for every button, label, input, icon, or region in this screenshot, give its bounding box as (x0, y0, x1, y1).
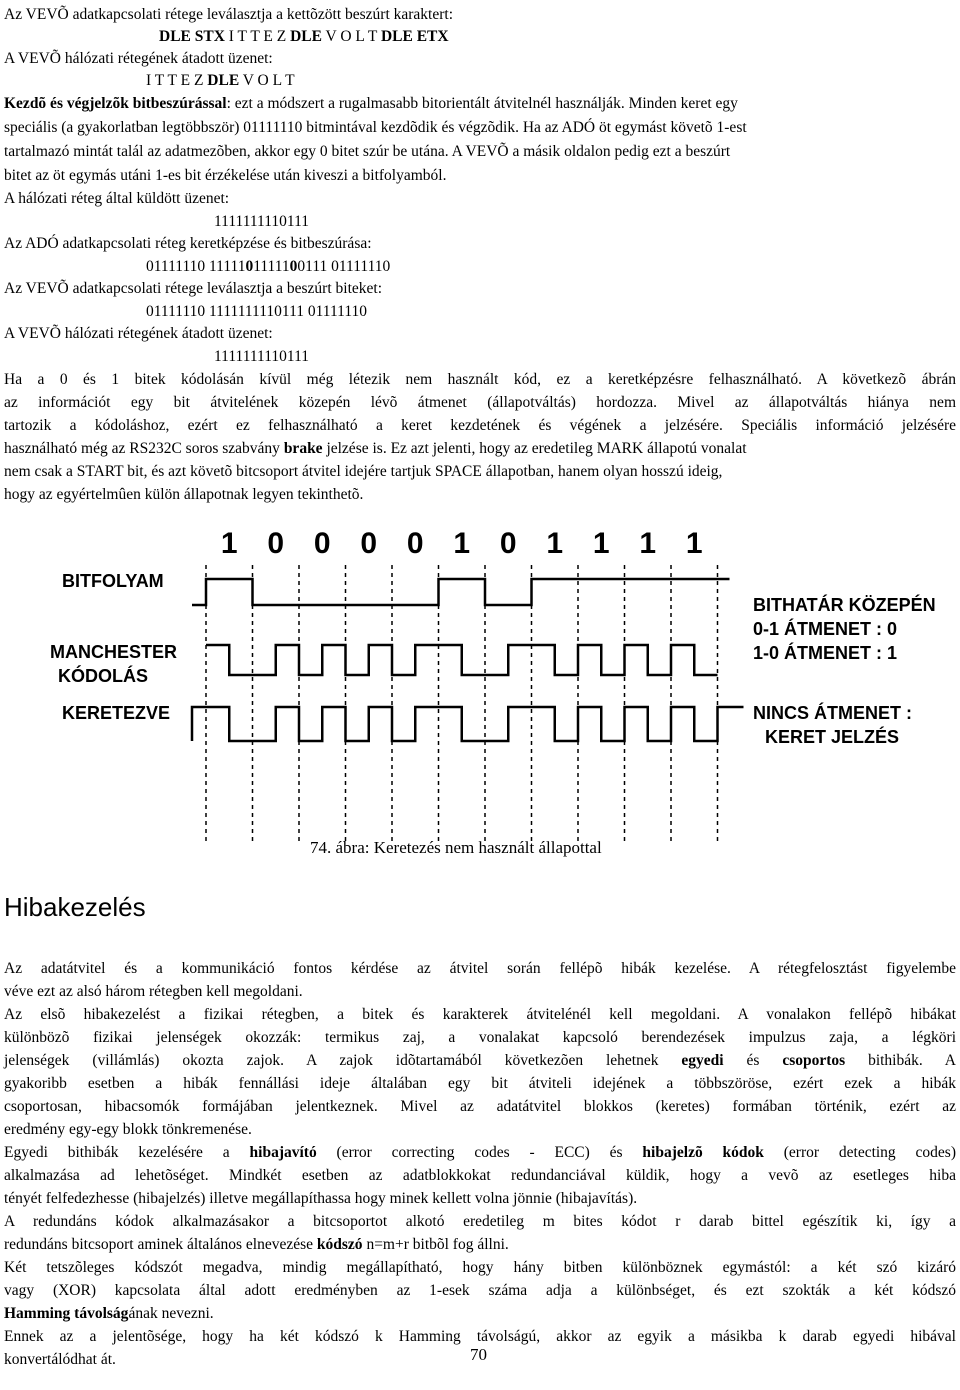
legend-line-1: BITHATÁR KÖZEPÉN (753, 595, 936, 615)
text-line: alkalmazása ad lehetõséget. Mindkét esetben az adatblokkokat redundanciával küldik, hogy a vevõ az esetleges hiba (4, 1167, 956, 1184)
text-line (4, 1050, 956, 1072)
bold-term: brake (283, 440, 323, 457)
text-fragment: n=m+r bitbõl fog állni. (362, 1236, 509, 1253)
text-fragment: redundáns bitcsoport aminek általános elnevezése (4, 1236, 317, 1253)
text-line: tartalmazó mintát talál az adatmezõben, akkor egy 0 bitet szúr be utána. A VEVÕ a másik oldalon pedig ezt a beszúrt (4, 143, 731, 160)
text-line: A redundáns kódok alkalmazásakor a bitcsoportot alkotó eredetileg m bites kódot r darab bittel egészítik ki, így a (4, 1213, 956, 1230)
text-fragment: DLE (207, 72, 240, 89)
text-line: csoportosan, hibacsomók formájában jelentkeznek. Mivel az adatátvitel blokkos (keretes) formában történik, ezért az (4, 1098, 956, 1115)
text-line: hogy az egyértelmûen külön állapotnak legyen tekinthetõ. (4, 486, 364, 503)
manchester-wave (206, 645, 718, 675)
bold-term: egyedi (681, 1052, 724, 1069)
text-fragment: I T T E Z (224, 28, 291, 45)
bitstream-wave (192, 579, 730, 605)
text-fragment: DLE ETX (380, 28, 449, 45)
text-line (4, 1142, 956, 1164)
text-fragment: DLE (290, 28, 322, 45)
text-line: tartozik a kódoláshoz, ezért ez felhasználható a keret kezdetének és végének a jelzésére. Speciális információ jelzésére (4, 417, 956, 434)
bit-label: 1 (592, 527, 610, 560)
bits-line: 1111111110111 (214, 348, 309, 365)
manchester-figure (0, 515, 960, 855)
text-line (4, 1303, 956, 1325)
bold-term: kódszó (316, 1236, 363, 1253)
bit-label: 0 (406, 527, 424, 560)
framed-wave (192, 707, 744, 741)
text-line: A VEVÕ hálózati rétegének átadott üzenet: (4, 325, 273, 342)
text-fragment: Egyedi bithibák kezelésére a (4, 1144, 250, 1161)
text-fragment: V O L T (239, 72, 295, 89)
text-line: Az ADÓ adatkapcsolati réteg keretképzése és bitbeszúrása: (4, 235, 372, 252)
bits-line (4, 70, 960, 92)
legend-line-4: NINCS ÁTMENET : (753, 703, 912, 723)
manchester-label: MANCHESTER (50, 642, 178, 662)
text-fragment: : ezt a módszert a rugalmasabb bitorientált átvitelnél használják. Minden keret egy (226, 95, 738, 112)
bit-labels (221, 527, 703, 560)
bold-term: Hamming távolság (4, 1305, 129, 1322)
text-line (4, 93, 956, 115)
bits-line: 1111111110111 (214, 213, 309, 230)
text-fragment: használható még az RS232C soros szabvány (4, 440, 284, 457)
text-fragment: V O L T (321, 28, 381, 45)
text-fragment: (error correcting codes - ECC) és (316, 1144, 643, 1161)
section-heading: Hibakezelés (4, 892, 146, 922)
keretezve-label: KERETEZVE (62, 703, 171, 723)
bit-label: 0 (313, 527, 331, 560)
legend-line-5: KERET JELZÉS (765, 727, 900, 747)
bit-label: 1 (220, 527, 238, 560)
text-fragment: jelzése is. Ez azt jelenti, hogy az eredetileg MARK állapotú vonalat (322, 440, 747, 457)
text-line: Ennek az a jelentõsége, hogy ha két kódszó k Hamming távolságú, akkor az egyik a másikba k darab egyedi hibával (4, 1328, 956, 1345)
bold-term: csoportos (782, 1052, 846, 1069)
text-line: Az elsõ hibakezelést a fizikai rétegben, a bitek és karakterek átvitelénél kell megoldani. A vonalakon fellépõ hibákat (4, 1006, 956, 1023)
text-line: A hálózati réteg által küldött üzenet: (4, 190, 230, 207)
waveforms (192, 565, 744, 845)
text-fragment: DLE STX (159, 28, 225, 45)
text-line: gyakoribb esetben a hibák fennállási ideje általában egy bit átviteli idejének a többszöröse, ezért ezek a hibák (4, 1075, 956, 1092)
bit-label: 0 (267, 527, 285, 560)
text-line: Az VEVÕ adatkapcsolati rétege leválasztja a beszúrt biteket: (4, 280, 383, 297)
text-fragment: és (723, 1052, 783, 1069)
text-fragment: jelenségek (villámlás) okozta zajok. A zajok idõtartamából következõen lehetnek (4, 1052, 682, 1069)
kodolas-label: KÓDOLÁS (58, 666, 148, 686)
bold-term: hibajelzõ kódok (642, 1144, 764, 1161)
inserted-bit: 0 (245, 258, 254, 275)
figure-caption: 74. ábra: Keretezés nem használt állapottal (310, 838, 602, 857)
text-fragment: 0111 01111110 (297, 258, 391, 275)
text-fragment: ának nevezni. (128, 1305, 214, 1322)
text-line: Az adatátvitel és a kommunikáció fontos kérdése az átvitel során fellépõ hibák kezelése. A rétegfelosztást figyelembe (4, 960, 956, 977)
text-line: véve ezt az alsó három rétegben kell megoldani. (4, 983, 303, 1000)
text-line: nem csak a START bit, és azt követõ bitcsoport átvitel idejére tartjuk SPACE állapotban, hanem olyan hosszú ideig, (4, 463, 723, 480)
bitfolyam-label: BITFOLYAM (62, 571, 164, 591)
text-line: Az VEVÕ adatkapcsolati rétege leválasztja a kettõzött beszúrt karaktert: (4, 6, 454, 23)
bit-label: 0 (499, 527, 517, 560)
text-line: Két tetszõleges kódszót megadva, mindig megállapítható, hogy hány bitben különböznek egymástól: a két szó kizáró (4, 1259, 956, 1276)
text-line: eredmény egy-egy blokk tönkremenése. (4, 1121, 252, 1138)
text-line: bitet az öt egymás utáni 1-es bit érzékelése után kiveszi a bitfolyamból. (4, 167, 447, 184)
inserted-bit: 0 (289, 258, 298, 275)
bits-line: 01111110 1111111110111 01111110 (146, 303, 367, 320)
bit-label: 1 (639, 527, 657, 560)
text-line (4, 438, 956, 460)
text-fragment: 11111 (253, 258, 290, 275)
legend-line-2: 0-1 ÁTMENET : 0 (753, 619, 898, 639)
text-line: az információt egy bit átvitelének közepén lévõ átmenet (állapotváltás) hordozza. Mivel az állapotváltás hiánya nem (4, 394, 956, 411)
bold-term: hibajavító (249, 1144, 317, 1161)
bold-term: Kezdõ és végjelzõk bitbeszúrással (4, 95, 227, 112)
text-line: különbözõ fizikai jelenségek okozzák: termikus zaj, a vonalakat kapcsoló berendezések impulzus zaja, a légköri (4, 1029, 956, 1046)
page-number: 70 (470, 1345, 487, 1364)
bit-label: 0 (360, 527, 378, 560)
bit-label: 1 (685, 527, 703, 560)
text-fragment: 01111110 11111 (146, 258, 246, 275)
text-line (4, 1234, 956, 1256)
text-line: tényét felfedezhesse (hibajelzés) illetve megállapíthassa hogy minek kellett volna jönnie (hibajavítás). (4, 1190, 638, 1207)
legend-line-3: 1-0 ÁTMENET : 1 (753, 643, 898, 663)
text-line: konvertálódhat át. (4, 1351, 116, 1368)
text-fragment: bithibák. A (845, 1052, 956, 1069)
bits-line (4, 26, 960, 48)
text-line: vagy (XOR) kapcsolata által adott eredményben az 1-esek száma adja a különbséget, és ezt szokták a két kódszó (4, 1282, 956, 1299)
text-fragment: I T T E Z (146, 72, 208, 89)
bit-label: 1 (546, 527, 564, 560)
text-line: Ha a 0 és 1 bitek kódolásán kívül még létezik nem használt kód, ez a keretképzésre felhasználható. A következõ ábrán (4, 371, 956, 388)
text-line: A VEVÕ hálózati rétegének átadott üzenet: (4, 50, 273, 67)
bit-label: 1 (453, 527, 471, 560)
bits-line (4, 256, 960, 278)
text-fragment: (error detecting codes) (763, 1144, 956, 1161)
text-line: speciális (a gyakorlatban legtöbbször) 01111110 bitmintával kezdõdik és végzõdik. Ha az ADÓ öt egymást követõ 1-est (4, 119, 747, 136)
